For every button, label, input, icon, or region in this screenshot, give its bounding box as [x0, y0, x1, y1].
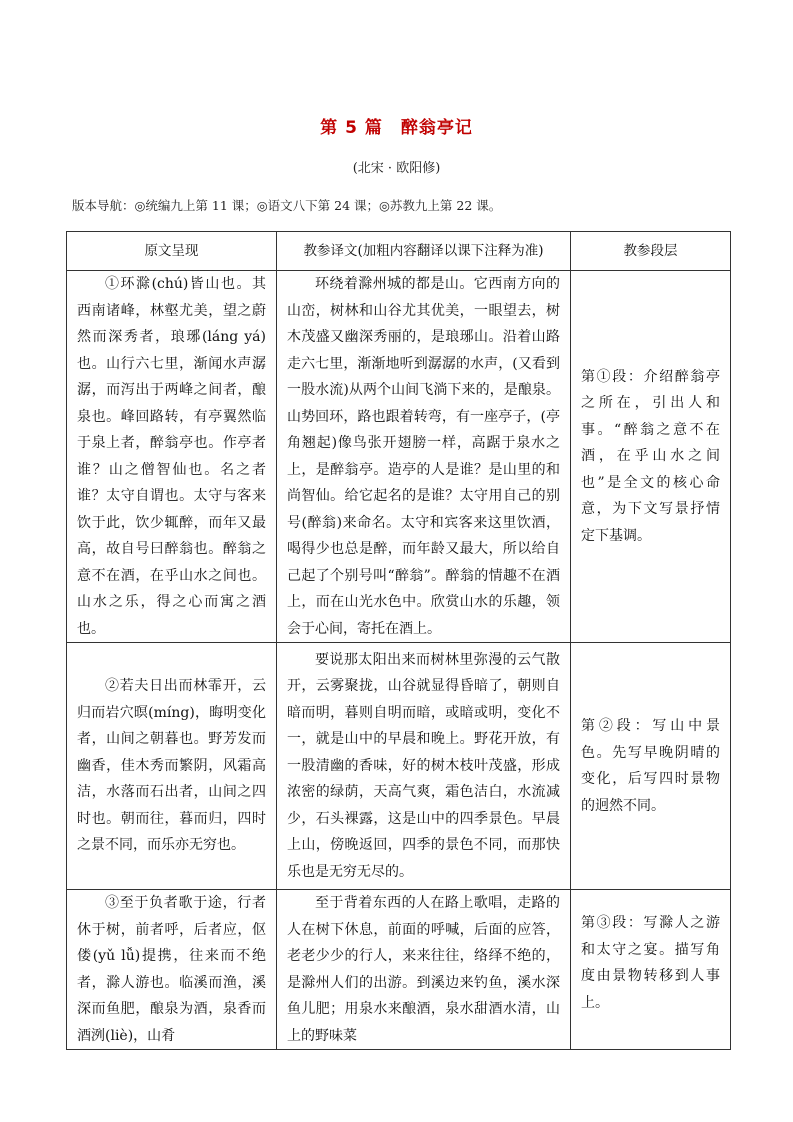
translation-cell [277, 271, 571, 643]
original-text: ③至于负者歌于途，行者休于树，前者呼，后者应，伛偻(yǔ lǚ)提携，往来而不绝者，滁人游也。临溪而渔，溪深而鱼肥，酿泉为酒，泉香而酒洌(liè)，山肴 [77, 895, 266, 1044]
original-text: ①环滁(chú)皆山也。其西南诸峰，林壑尤美，望之蔚然而深秀者，琅琊(láng yá)也。山行六七里，渐闻水声潺潺，而泻出于两峰之间者，酿泉也。峰回路转，有亭翼然临于泉上者，醉翁亭也。作亭者谁？山之僧智仙也。名之者谁？太守自谓也。太守与客来饮于此，饮少辄醉，而年又最高，故自号曰醉翁也。醉翁之意不在酒，在乎山水之间也。山水之乐，得之心而寓之酒也。 [77, 276, 266, 637]
table-row [67, 890, 731, 1050]
version-nav: 版本导航：◎统编九上第 11 课；◎语文八下第 24 课；◎苏教九上第 22 课。 [72, 198, 502, 213]
structure-cell [571, 643, 731, 890]
translation-cell [277, 890, 571, 1050]
original-text-cell [67, 890, 277, 1050]
column-header-translation: 教参译文(加粗内容翻译以课下注释为准) [277, 232, 571, 271]
translation-text: 要说那太阳出来而树林里弥漫的云气散开，云雾聚拢，山谷就显得昏暗了，朝则自暗而明，暮则自明而暗，或暗或明，变化不一，就是山中的早晨和晚上。野花开放，有一股清幽的香味，好的树木枝叶茂盛，形成浓密的绿荫，天高气爽，霜色洁白，水流减少，石头裸露，这是山中的四季景色。早晨上山，傍晚返回，四季的景色不同，而那快乐也是无穷无尽的。 [287, 651, 560, 880]
translation-text: 至于背着东西的人在路上歌唱，走路的人在树下休息，前面的呼喊，后面的应答，老老少少的行人，来来往往，络绎不绝的，是滁州人们的出游。到溪边来钓鱼，溪水深鱼儿肥；用泉水来酿酒，泉水甜酒水清，山上的野味菜 [287, 895, 560, 1044]
translation-cell [277, 643, 571, 890]
structure-text: 第③段：写滁人之游和太守之宴。描写角度由景物转移到人事上。 [581, 915, 720, 1011]
page-title: 第 5 篇 醉翁亭记 [320, 118, 473, 138]
structure-cell [571, 271, 731, 643]
column-header-original: 原文呈现 [67, 232, 277, 271]
translation-text: 环绕着滁州城的都是山。它西南方向的山峦，树林和山谷尤其优美，一眼望去，树木茂盛又幽深秀丽的，是琅琊山。沿着山路走六七里，渐渐地听到潺潺的水声，(又看到一股水流)从两个山间飞淌下来的，是酿泉。山势回环，路也跟着转弯，有一座亭子，(亭角翘起)像鸟张开翅膀一样，高踞于泉水之上，是醉翁亭。造亭的人是谁？是山里的和尚智仙。给它起名的是谁？太守用自己的别号(醉翁)来命名。太守和宾客来这里饮酒，喝得少也总是醉，而年龄又最大，所以给自己起了个别号叫“醉翁”。醉翁的情趣不在酒上，而在山光水色中。欣赏山水的乐趣，领会于心间，寄托在酒上。 [287, 276, 560, 637]
column-header-structure: 教参段层 [571, 232, 731, 271]
author-line: (北宋 · 欧阳修) [352, 161, 441, 176]
lesson-table [66, 231, 731, 1050]
structure-cell [571, 890, 731, 1050]
original-text: ②若夫日出而林霏开，云归而岩穴暝(míng)，晦明变化者，山间之朝暮也。野芳发而幽香，佳木秀而繁阴，风霜高洁，水落而石出者，山间之四时也。朝而往，暮而归，四时之景不同，而乐亦无穷也。 [77, 678, 266, 854]
structure-text: 第②段：写山中景色。先写早晚阴晴的变化，后写四时景物的迥然不同。 [581, 718, 720, 814]
table-row [67, 643, 731, 890]
structure-text: 第①段：介绍醉翁亭之所在，引出人和事。“醉翁之意不在酒，在乎山水之间也”是全文的核心命意，为下文写景抒情定下基调。 [581, 368, 720, 544]
table-header-row [67, 232, 731, 271]
original-text-cell [67, 271, 277, 643]
original-text-cell [67, 643, 277, 890]
table-row [67, 271, 731, 643]
